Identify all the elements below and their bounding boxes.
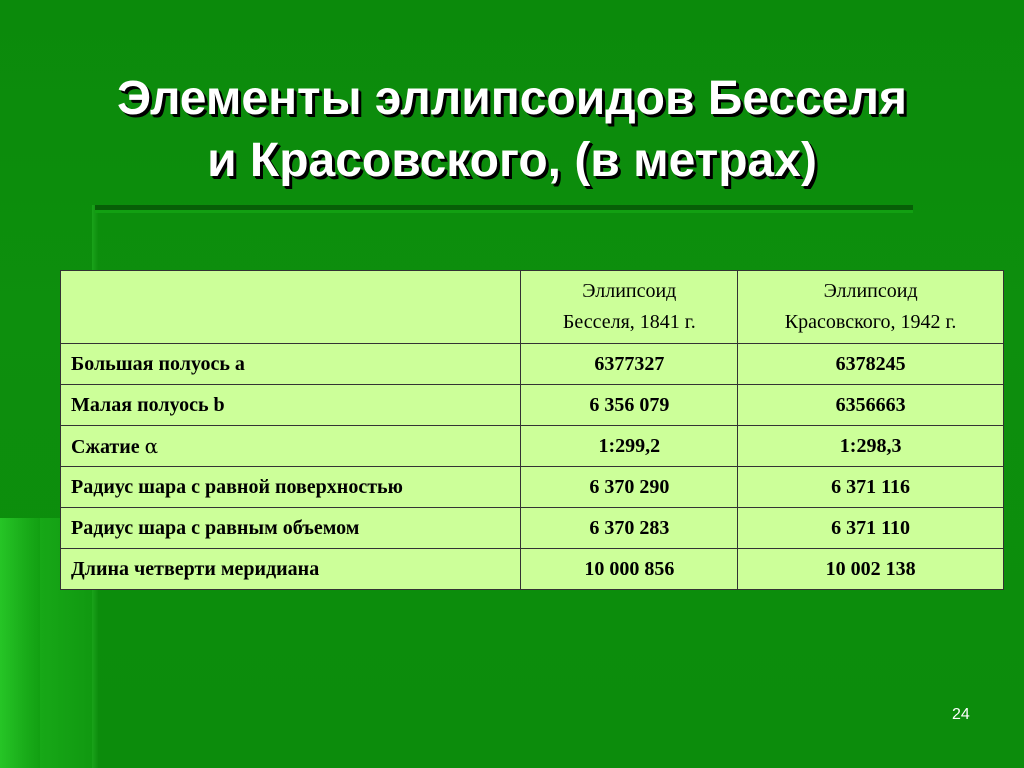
krasovsky-value: 6356663 <box>738 385 1004 426</box>
krasovsky-value: 1:298,3 <box>738 426 1004 467</box>
row-label: Радиус шара с равной поверхностью <box>61 467 521 508</box>
bessel-value: 10 000 856 <box>521 549 738 590</box>
table-row <box>61 549 1004 590</box>
header-krasovsky-line-1: Эллипсоид <box>823 280 918 302</box>
row-label-flattening <box>61 426 521 467</box>
krasovsky-value: 6 371 110 <box>738 508 1004 549</box>
ellipsoid-table <box>60 270 1004 590</box>
slide-title-line-1: Элементы эллипсоидов Бесселя <box>116 72 907 125</box>
bessel-value: 6377327 <box>521 344 738 385</box>
alpha-symbol: α <box>144 433 159 458</box>
table-row <box>61 508 1004 549</box>
header-cell-empty <box>61 271 521 344</box>
decor-left-strip <box>0 518 40 768</box>
row-label: Длина четверти меридиана <box>61 549 521 590</box>
krasovsky-value: 6378245 <box>738 344 1004 385</box>
header-cell-krasovsky <box>738 271 1004 344</box>
bessel-value: 1:299,2 <box>521 426 738 467</box>
table-row <box>61 385 1004 426</box>
slide-title-line-2: и Красовского, (в метрах) <box>207 134 817 187</box>
bessel-value: 6 370 290 <box>521 467 738 508</box>
row-label: Малая полуось b <box>61 385 521 426</box>
slide-title <box>0 68 1024 192</box>
header-bessel-line-2: Бесселя, 1841 г. <box>562 311 696 333</box>
row-label: Радиус шара с равным объемом <box>61 508 521 549</box>
table-header-row <box>61 271 1004 344</box>
row-label: Сжатие <box>71 435 140 458</box>
bessel-value: 6 356 079 <box>521 385 738 426</box>
decor-horizontal-line-glow <box>95 210 913 213</box>
header-cell-bessel <box>521 271 738 344</box>
header-bessel-line-1: Эллипсоид <box>582 280 677 302</box>
krasovsky-value: 10 002 138 <box>738 549 1004 590</box>
page-number: 24 <box>952 706 970 723</box>
table-row <box>61 467 1004 508</box>
table-row <box>61 344 1004 385</box>
table-row <box>61 426 1004 467</box>
bessel-value: 6 370 283 <box>521 508 738 549</box>
header-krasovsky-line-2: Красовского, 1942 г. <box>784 311 957 333</box>
krasovsky-value: 6 371 116 <box>738 467 1004 508</box>
row-label: Большая полуось а <box>61 344 521 385</box>
